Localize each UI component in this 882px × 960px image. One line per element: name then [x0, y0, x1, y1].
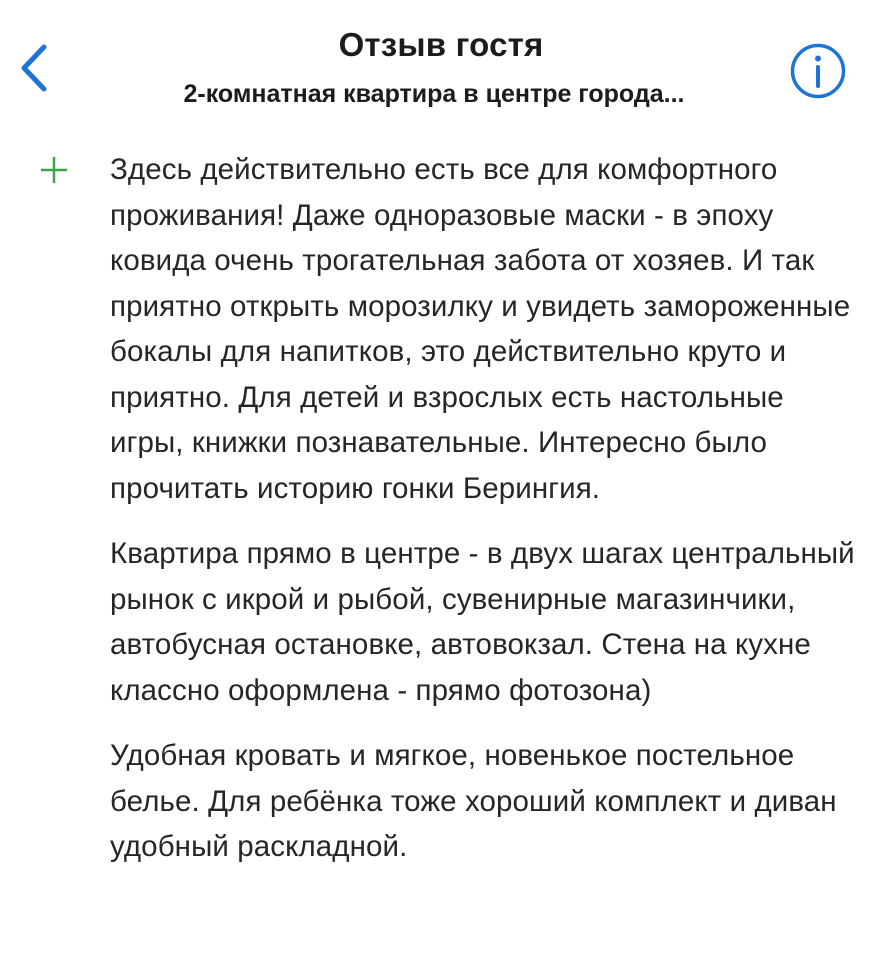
review-text [110, 147, 860, 890]
info-circle-icon [789, 42, 847, 100]
header-bar [0, 0, 882, 130]
review-paragraph: Квартира прямо в центре - в двух шагах центральный рынок с икрой и рыбой, сувенирные магазинчики, автобусная остановке, автовокзал. Стена на кухне классно оформлена - прямо фотозона) [110, 537, 855, 707]
review-paragraph: Здесь действительно есть все для комфортного проживания! Даже одноразовые маски - в эпоху ковида очень трогательная забота от хозяев. И так приятно открыть морозилку и увидеть замороженные бокалы для напитков, это действительно круто и приятно. Для детей и взрослых есть настольные игры, книжки познавательные. Интересно было прочитать историю гонки Берингия. [110, 153, 851, 505]
plus-icon [38, 154, 70, 186]
info-button[interactable] [789, 42, 847, 100]
page-title: Отзыв гостя [338, 26, 544, 63]
review-paragraph: Удобная кровать и мягкое, новенькое постельное белье. Для ребёнка тоже хороший комплект и диван удобный раскладной. [110, 739, 837, 863]
page-subtitle: 2-комнатная квартира в центре города... [183, 80, 685, 108]
